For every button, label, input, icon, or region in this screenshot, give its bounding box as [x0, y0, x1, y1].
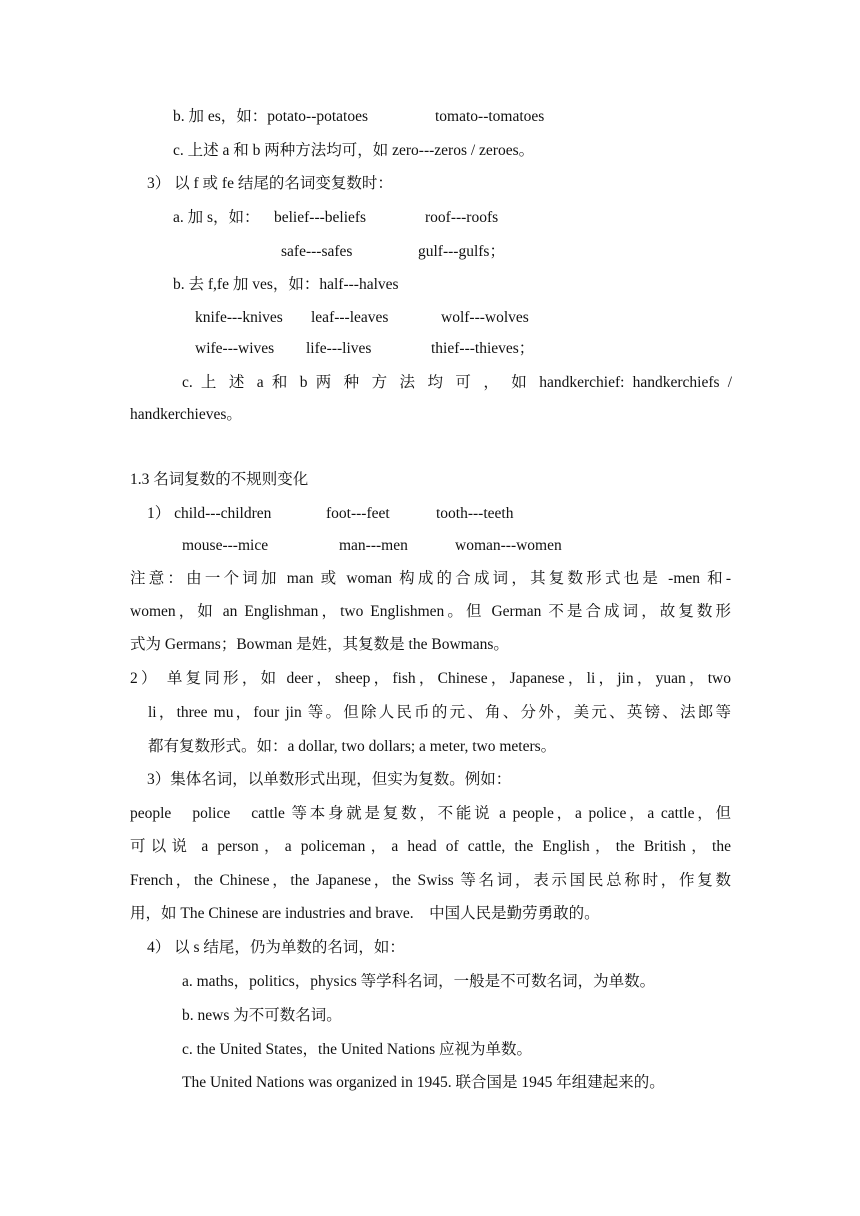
example-roof: roof---roofs — [425, 209, 499, 226]
example-gulf: gulf---gulfs； — [418, 243, 505, 260]
rule-b-es: b. 加 es，如：potato--potatoes — [173, 108, 369, 125]
rule-c-handkerchief-cont: handkerchieves。 — [130, 406, 242, 423]
example-belief: belief---beliefs — [274, 209, 367, 226]
section-4-item-a: a. maths，politics，physics 等学科名词，一般是不可数名词，为单数。 — [182, 973, 656, 990]
example-wolf: wolf---wolves — [441, 309, 529, 326]
collective-line-1: people police cattle 等本身就是复数，不能说 a people，a police，a cattle，但 — [130, 805, 731, 822]
collective-line-4: 用，如 The Chinese are industries and brave. 中国人民是勤劳勇敢的。 — [130, 905, 600, 922]
collective-line-2: 可以说 a person，a policeman，a head of cattle, the English，the British，the — [130, 838, 731, 855]
section-2-line-3: 都有复数形式。如：a dollar, two dollars; a meter, two meters。 — [148, 738, 557, 755]
example-mouse: mouse---mice — [182, 537, 269, 554]
rule-a-add-s: a. 加 s，如： — [173, 209, 260, 226]
rule-c-either: c. 上述 a 和 b 两种方法均可，如 zero---zeros / zeroes。 — [173, 142, 535, 159]
section-4-item-c: c. the United States，the United Nations 应视为单数。 — [182, 1041, 532, 1058]
note-line-3: 式为 Germans；Bowman 是姓，其复数是 the Bowmans。 — [130, 636, 509, 653]
section-4-item-b: b. news 为不可数名词。 — [182, 1007, 342, 1024]
example-knife: knife---knives — [195, 309, 283, 326]
example-leaf: leaf---leaves — [311, 309, 389, 326]
section-3-collective-heading: 3）集体名词，以单数形式出现，但实为复数。例如： — [147, 771, 512, 788]
example-foot: foot---feet — [326, 505, 390, 522]
section-2-line-1: 2） 单复同形，如 deer，sheep，fish，Chinese，Japanese，li，jin，yuan，two — [130, 670, 731, 687]
example-life: life---lives — [306, 340, 372, 357]
example-thief: thief---thieves； — [431, 340, 535, 357]
example-tomato: tomato--tomatoes — [435, 108, 545, 125]
section-4-heading: 4） 以 s 结尾，仍为单数的名词，如： — [147, 939, 405, 956]
section-4-example: The United Nations was organized in 1945. 联合国是 1945 年组建起来的。 — [182, 1074, 665, 1091]
section-2-line-2: li，three mu，four jin 等。但除人民币的元、角、分外，美元、英镑、法郎等 — [148, 704, 731, 721]
example-child: 1） child---children — [147, 505, 272, 522]
section-1-3-heading: 1.3 名词复数的不规则变化 — [130, 471, 309, 488]
example-woman: woman---women — [455, 537, 562, 554]
rule-c-handkerchief: c. 上 述 a 和 b 两 种 方 法 均 可 ， 如 handkerchief: handkerchiefs / — [182, 374, 732, 391]
section-3-heading: 3） 以 f 或 fe 结尾的名词变复数时： — [147, 175, 393, 192]
example-man: man---men — [339, 537, 408, 554]
note-line-2: women，如 an Englishman，two Englishmen。但 German 不是合成词，故复数形 — [130, 603, 731, 620]
example-wife: wife---wives — [195, 340, 275, 357]
collective-line-3: French，the Chinese，the Japanese，the Swiss 等名词，表示国民总称时，作复数 — [130, 872, 731, 889]
example-safe: safe---safes — [281, 243, 353, 260]
note-line-1: 注意：由一个词加 man 或 woman 构成的合成词，其复数形式也是 -men 和- — [130, 570, 731, 587]
rule-b-ves: b. 去 f,fe 加 ves，如：half---halves — [173, 276, 399, 293]
example-tooth: tooth---teeth — [436, 505, 514, 522]
